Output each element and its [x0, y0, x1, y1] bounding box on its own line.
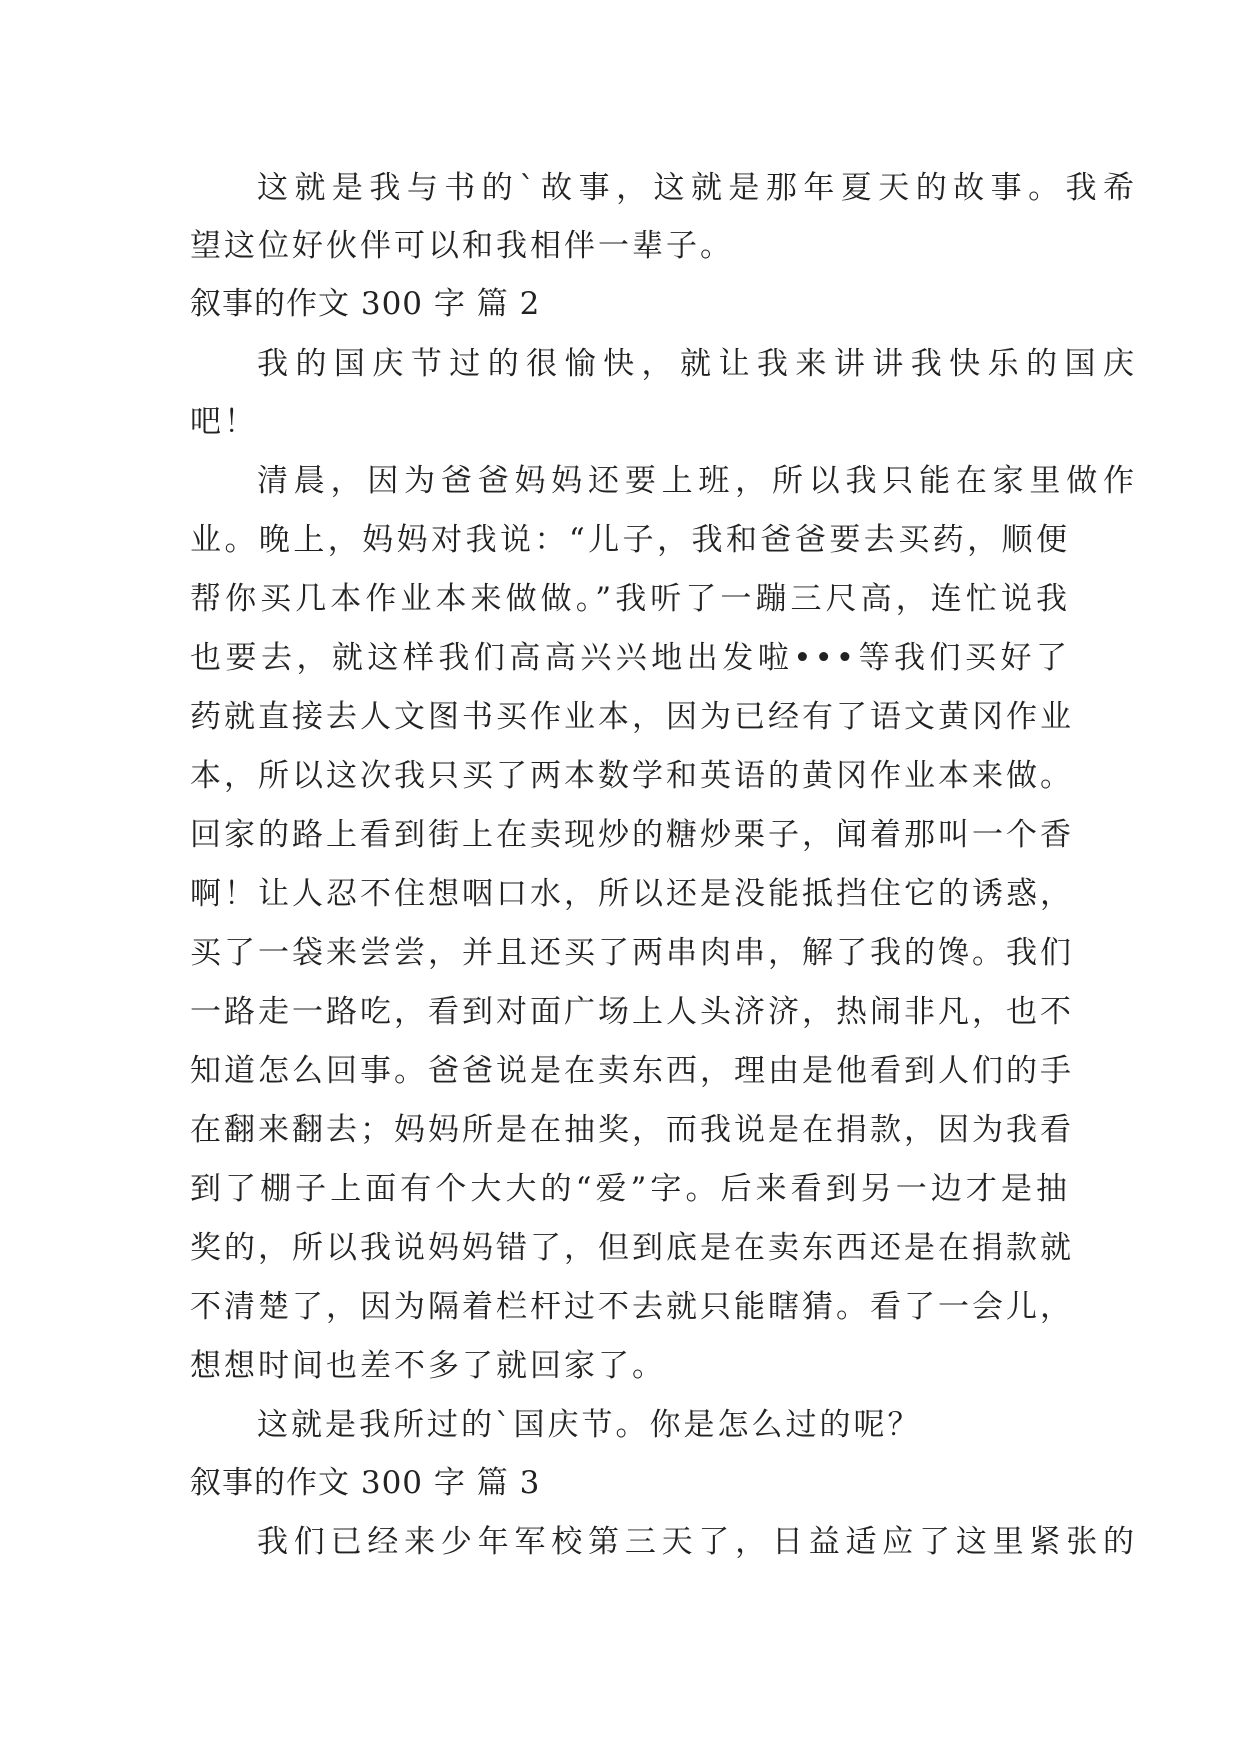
paragraph-line: 这就是我所过的`国庆节。你是怎么过的呢？ [257, 1407, 922, 1443]
paragraph-line: 我的国庆节过的很愉快，就让我来讲讲我快乐的国庆 [257, 346, 1137, 382]
paragraph-line: 想想时间也差不多了就回家了。 [190, 1348, 666, 1384]
paragraph-line: 本，所以这次我只买了两本数学和英语的黄冈作业本来做。 [190, 758, 1074, 794]
paragraph-line: 我们已经来少年军校第三天了，日益适应了这里紧张的 [257, 1524, 1137, 1560]
paragraph-line: 这就是我与书的`故事，这就是那年夏天的故事。我希 [257, 170, 1137, 206]
paragraph-line: 知道怎么回事。爸爸说是在卖东西，理由是他看到人们的手 [190, 1053, 1074, 1089]
paragraph-line: 药就直接去人文图书买作业本，因为已经有了语文黄冈作业 [190, 699, 1074, 735]
paragraph-line: 奖的，所以我说妈妈错了，但到底是在卖东西还是在捐款就 [190, 1230, 1074, 1266]
paragraph-line: 不清楚了，因为隔着栏杆过不去就只能瞎猜。看了一会儿， [190, 1289, 1074, 1325]
section-heading: 叙事的作文 300 字 篇 3 [190, 1465, 541, 1501]
paragraph-line: 回家的路上看到街上在卖现炒的糖炒栗子，闻着那叫一个香 [190, 817, 1074, 853]
paragraph-line: 买了一袋来尝尝，并且还买了两串肉串，解了我的馋。我们 [190, 935, 1074, 971]
paragraph-line: 也要去，就这样我们高高兴兴地出发啦•••等我们买好了 [190, 640, 1070, 676]
paragraph-line: 清晨，因为爸爸妈妈还要上班，所以我只能在家里做作 [257, 463, 1137, 499]
paragraph-line: 帮你买几本作业本来做做。”我听了一蹦三尺高，连忙说我 [190, 581, 1070, 617]
paragraph-line: 一路走一路吃，看到对面广场上人头济济，热闹非凡，也不 [190, 994, 1074, 1030]
paragraph-line: 啊！让人忍不住想咽口水，所以还是没能抵挡住它的诱惑， [190, 876, 1074, 912]
paragraph-line: 在翻来翻去；妈妈所是在抽奖，而我说是在捐款，因为我看 [190, 1112, 1074, 1148]
paragraph-line: 到了棚子上面有个大大的“爱”字。后来看到另一边才是抽 [190, 1171, 1070, 1207]
paragraph-line: 业。晚上，妈妈对我说：“儿子，我和爸爸要去买药，顺便 [190, 522, 1070, 558]
paragraph-line: 望这位好伙伴可以和我相伴一辈子。 [190, 228, 734, 264]
section-heading: 叙事的作文 300 字 篇 2 [190, 286, 541, 322]
paragraph-line: 吧！ [190, 404, 258, 440]
